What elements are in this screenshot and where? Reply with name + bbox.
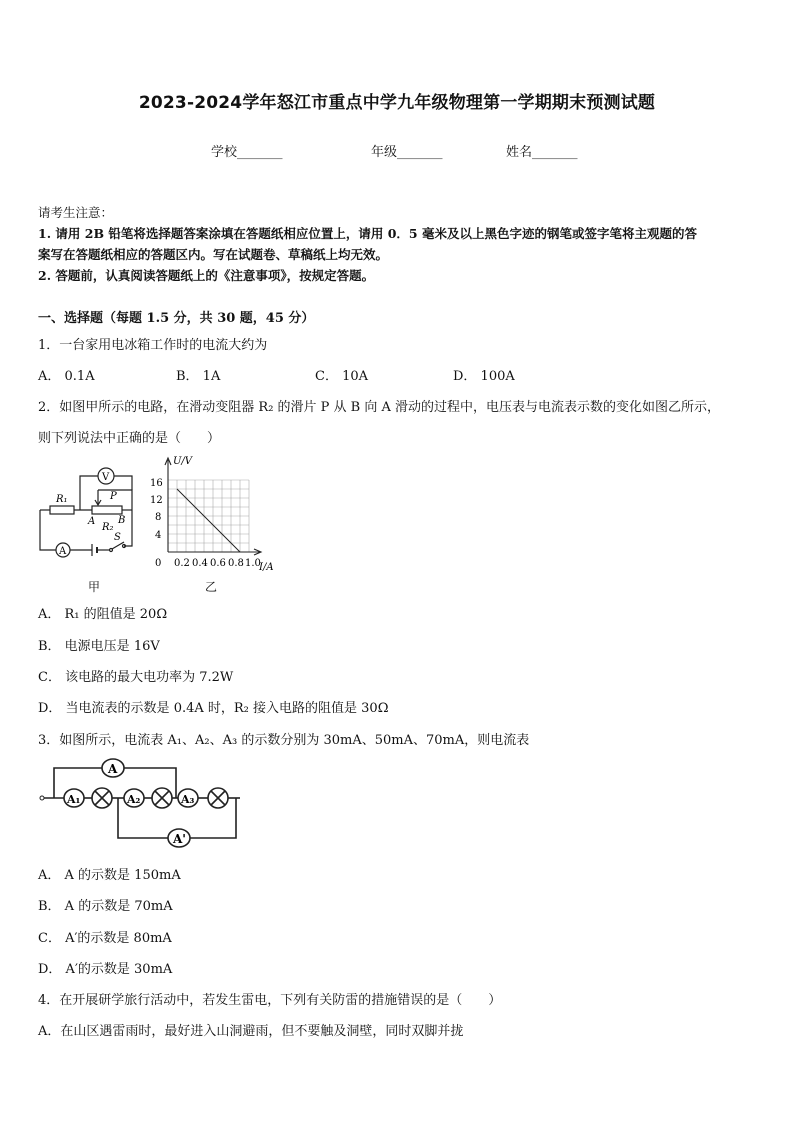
q1-stem: 1．一台家用电冰箱工作时的电流大约为 [38,338,268,353]
q2-stem-line-1: 2．如图甲所示的电路，在滑动变阻器 R₂ 的滑片 P 从 B 向 A 滑动的过程中，电压表与电流表示数的变化如图乙所示， [38,400,721,415]
graph-y-tick-8: 8 [155,512,162,523]
graph-x-axis-label: I/A [259,562,274,573]
ammeter-label: A [59,546,67,557]
graph-y-tick-16: 16 [150,478,163,489]
terminal-a-label: A [88,516,96,527]
section-heading: 一、选择题（每题 1.5 分，共 30 题，45 分） [38,311,315,326]
q2-graph [146,452,282,578]
school-field: 学校_______ [211,145,283,160]
q3-option-d: D． A′的示数是 30mA [38,962,173,977]
q2-option-d: D． 当电流表的示数是 0.4A 时，R₂ 接入电路的阻值是 30Ω [38,701,389,716]
q2-option-b: B． 电源电压是 16V [38,639,160,654]
name-field: 姓名_______ [506,145,578,160]
q2-circuit-diagram [36,460,136,564]
q1-option-c: C． 10A [315,369,369,384]
notice-item-1-line-1: 1. 请用 2B 铅笔将选择题答案涂填在答题纸相应位置上，请用 0．5 毫米及以上黑色字迹的钢笔或签字笔将主观题的答 [38,226,697,241]
figure-yi-caption: 乙 [205,580,218,594]
meter-a-label: A [108,762,118,776]
meter-a1-label: A₁ [67,793,81,806]
graph-data-line [177,489,240,552]
graph-x-tick-0-8: 0.8 [228,558,244,569]
r1-label: R₁ [56,494,68,505]
notice-item-2: 2. 答题前，认真阅读答题纸上的《注意事项》，按规定答题。 [38,268,375,283]
notice-item-1-line-2: 案写在答题纸相应的答题区内。写在试题卷、草稿纸上均无效。 [38,247,389,262]
graph-x-tick-0-6: 0.6 [210,558,226,569]
q3-option-c: C． A′的示数是 80mA [38,931,172,946]
graph-origin: 0 [155,558,162,569]
q4-stem: 4．在开展研学旅行活动中，若发生雷电，下列有关防雷的措施错误的是（ ） [38,993,502,1008]
slider-p-label: P [110,491,117,502]
figure-jia-caption: 甲 [88,580,101,594]
q3-stem: 3．如图所示，电流表 A₁、A₂、A₃ 的示数分别为 30mA、50mA、70mA，则电流表 [38,733,530,748]
graph-x-tick-0-4: 0.4 [192,558,208,569]
graph-x-tick-0-2: 0.2 [174,558,190,569]
grade-field: 年级_______ [371,145,443,160]
graph-y-tick-4: 4 [155,530,162,541]
graph-x-tick-1-0: 1.0 [245,558,261,569]
q3-circuit-diagram [36,754,248,852]
q2-option-a: A． R₁ 的阻值是 20Ω [38,607,168,622]
graph-y-axis-label: U/V [173,456,193,467]
meter-a3-label: A₃ [181,793,195,806]
page-title: 2023-2024学年怒江市重点中学九年级物理第一学期期末预测试题 [138,93,656,113]
q4-option-a: A．在山区遇雷雨时，最好进入山洞避雨，但不要触及洞壁，同时双脚并拢 [38,1024,464,1039]
switch-label: S [114,532,121,543]
notice-heading: 请考生注意： [38,205,114,220]
terminal-b-label: B [118,515,126,526]
q2-stem-line-2: 则下列说法中正确的是（ ） [38,431,221,446]
meter-a2-label: A₂ [127,793,141,806]
q3-option-b: B． A 的示数是 70mA [38,899,173,914]
graph-y-tick-12: 12 [150,495,163,506]
q1-option-a: A． 0.1A [38,369,95,384]
q3-option-a: A． A 的示数是 150mA [38,868,181,883]
q1-option-d: D． 100A [453,369,515,384]
meter-a-prime-label: A' [173,832,186,846]
r2-label: R₂ [102,522,114,533]
voltmeter-label: V [102,472,110,483]
q1-option-b: B． 1A [176,369,221,384]
q2-option-c: C． 该电路的最大电功率为 7.2W [38,670,234,685]
